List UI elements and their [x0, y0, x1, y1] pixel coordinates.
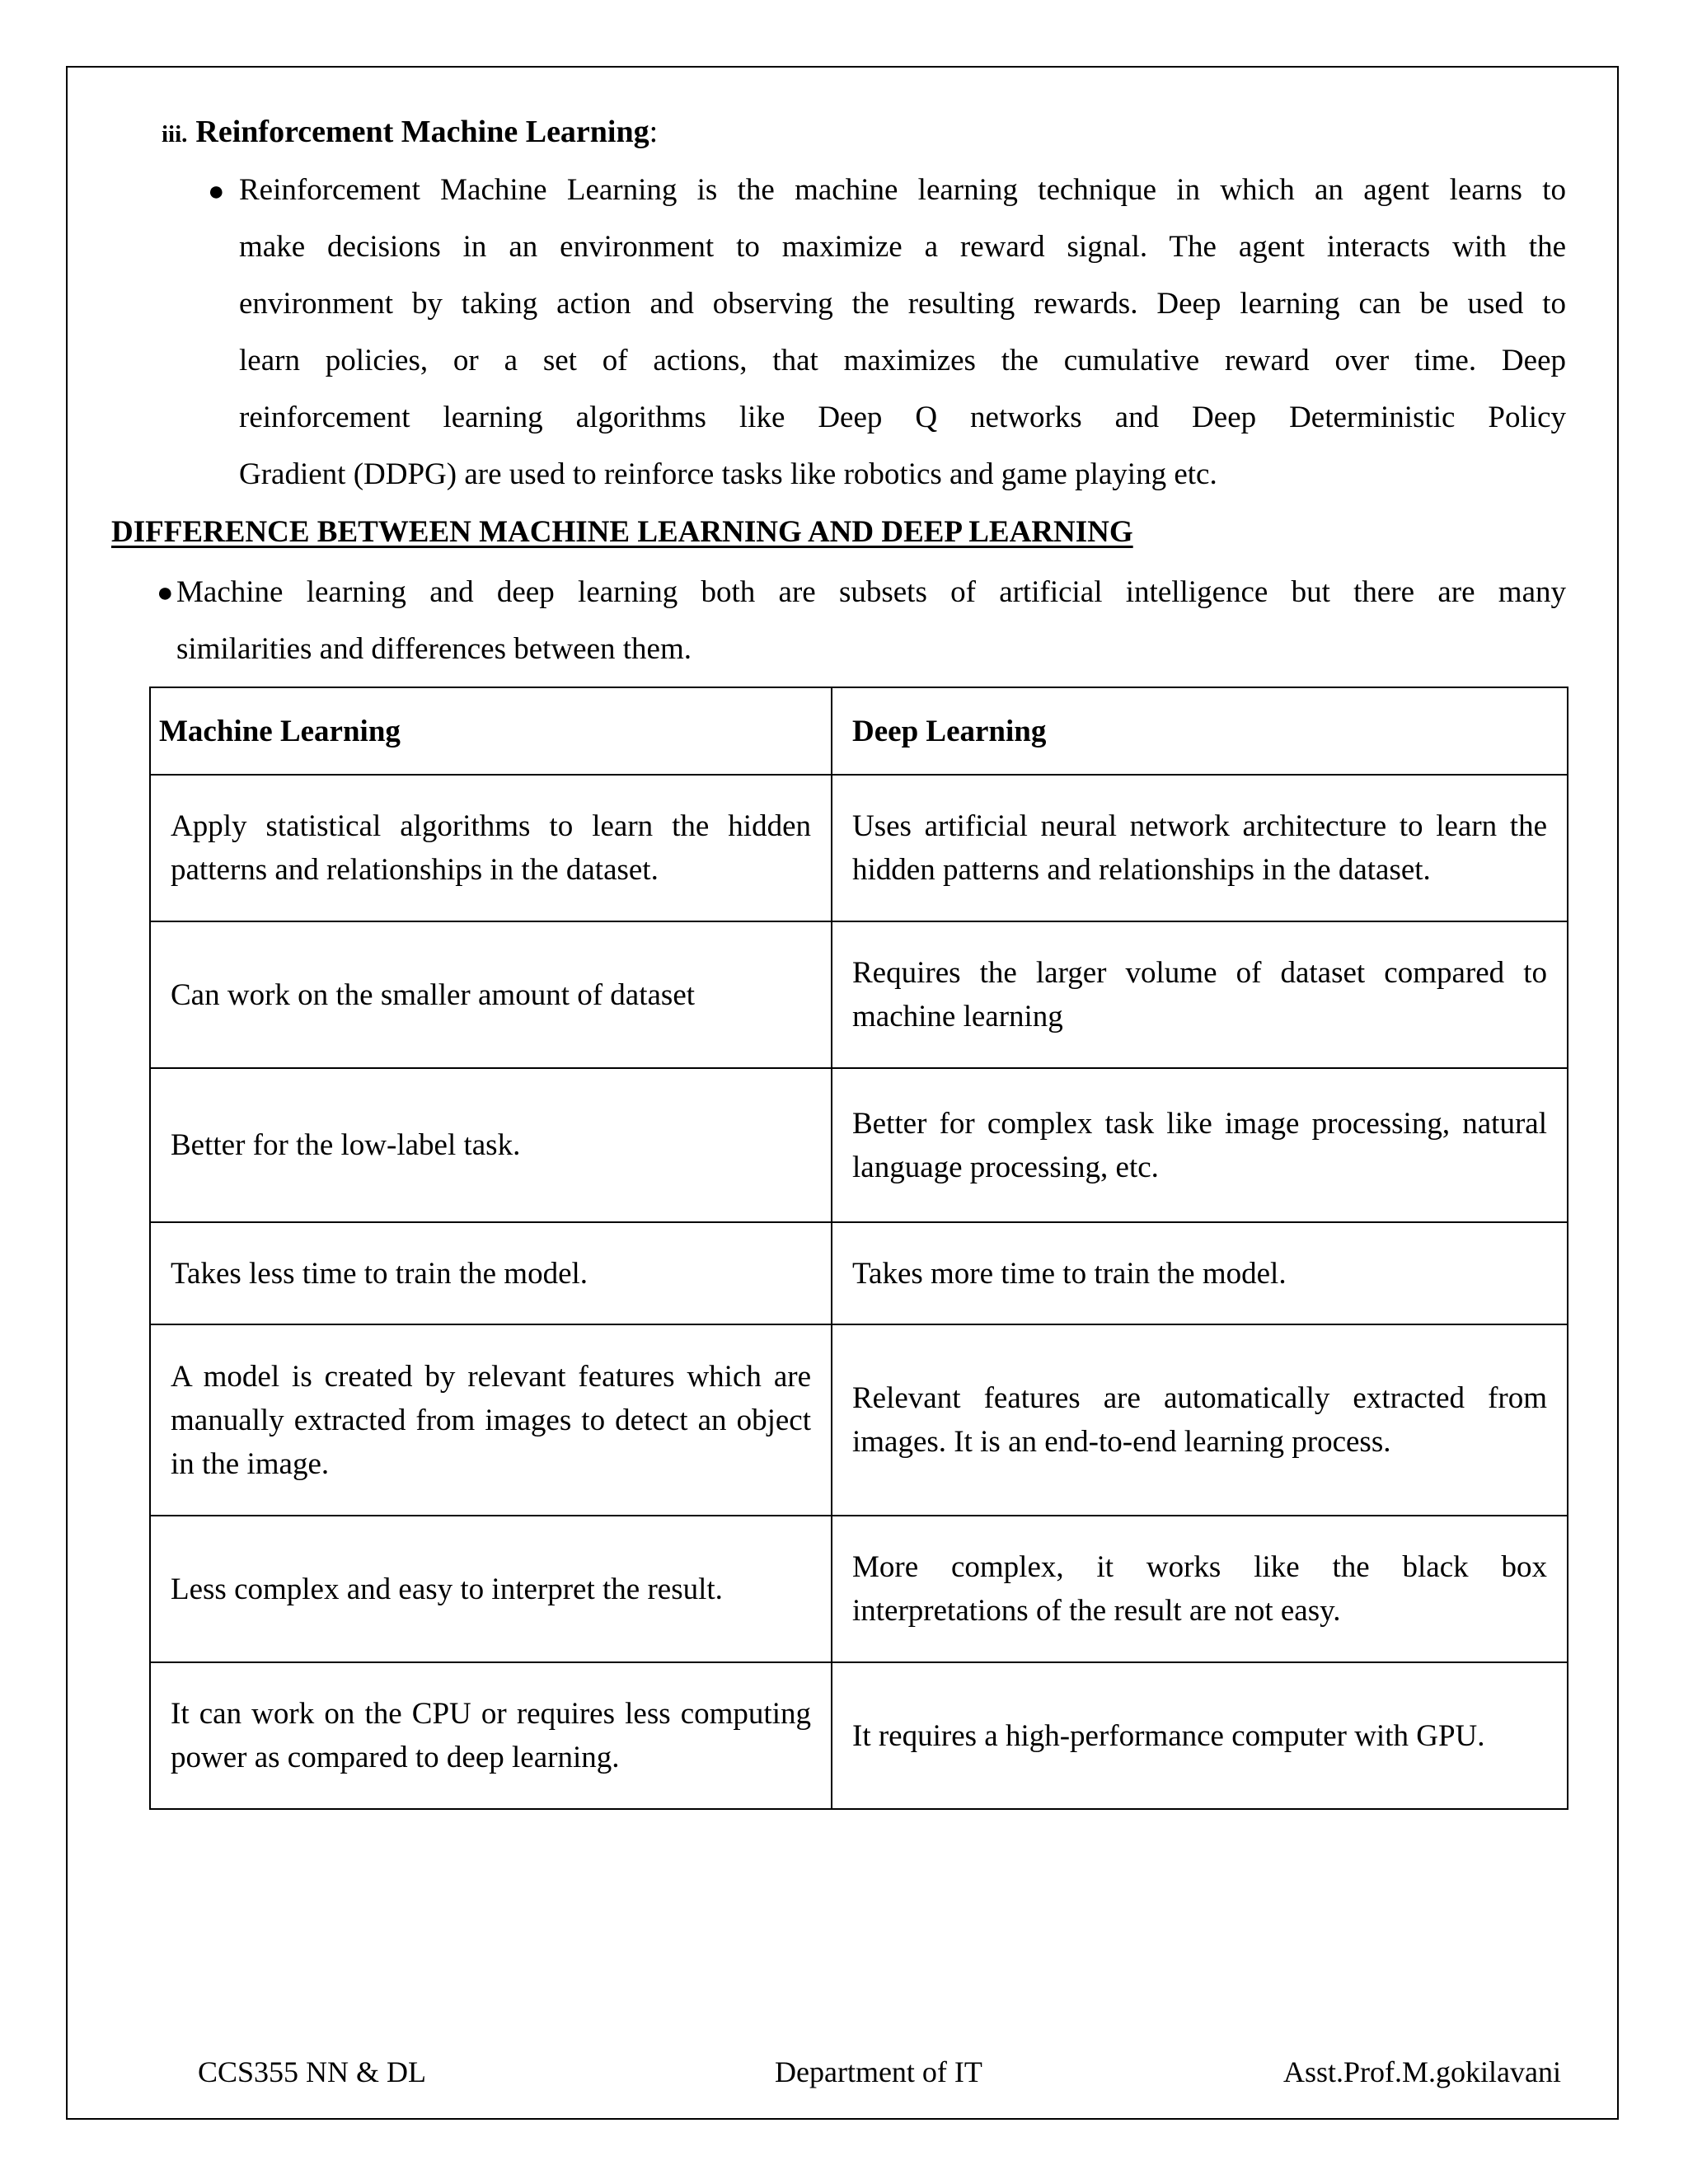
table-cell: Less complex and easy to interpret the result.	[150, 1516, 832, 1662]
table-cell: Better for complex task like image processing, natural language processing, etc.	[832, 1068, 1568, 1222]
paragraph-line: reinforcement learning algorithms like Deep Q networks and Deep Deterministic Policy	[239, 401, 1566, 434]
table-row	[150, 1324, 1568, 1516]
paragraph-line: Reinforcement Machine Learning is the machine learning technique in which an agent learns to	[239, 173, 1566, 207]
main-heading: DIFFERENCE BETWEEN MACHINE LEARNING AND DEEP LEARNING	[111, 515, 1133, 549]
footer-course-code: CCS355 NN & DL	[198, 2055, 427, 2088]
table-row	[150, 1516, 1568, 1662]
bullet-icon: ●	[157, 578, 174, 608]
table-header-cell: Deep Learning	[832, 687, 1568, 775]
table-header-row	[150, 687, 1568, 775]
comparison-table	[149, 687, 1568, 1810]
paragraph-line: make decisions in an environment to maximize a reward signal. The agent interacts with the	[239, 230, 1566, 264]
table-cell: Can work on the smaller amount of dataset	[150, 921, 832, 1068]
paragraph-line: environment by taking action and observing the resulting rewards. Deep learning can be used to	[239, 287, 1566, 321]
table-row	[150, 1662, 1568, 1809]
intro-line: similarities and differences between them.	[176, 632, 692, 666]
table-row	[150, 1222, 1568, 1324]
table-cell: It requires a high-performance computer with GPU.	[832, 1662, 1568, 1809]
intro-line: Machine learning and deep learning both are subsets of artificial intelligence but there are many	[176, 575, 1566, 609]
table-cell: Uses artificial neural network architecture to learn the hidden patterns and relationships in the dataset.	[832, 775, 1568, 921]
section-title: Reinforcement Machine Learning	[195, 115, 649, 149]
table-row	[150, 1068, 1568, 1222]
paragraph-line: Gradient (DDPG) are used to reinforce tasks like robotics and game playing etc.	[239, 457, 1217, 491]
section-paragraph	[239, 168, 1566, 509]
table-cell: Apply statistical algorithms to learn the hidden patterns and relationships in the dataset.	[150, 775, 832, 921]
table-cell: Takes more time to train the model.	[832, 1222, 1568, 1324]
bullet-icon: ●	[208, 176, 225, 207]
table-cell: Requires the larger volume of dataset compared to machine learning	[832, 921, 1568, 1068]
section-heading	[162, 112, 658, 154]
paragraph-line: learn policies, or a set of actions, that maximizes the cumulative reward over time. Deep	[239, 344, 1566, 377]
section-colon: :	[649, 115, 659, 149]
table-cell: Takes less time to train the model.	[150, 1222, 832, 1324]
section-number: iii.	[162, 121, 188, 148]
table-cell: Relevant features are automatically extracted from images. It is an end-to-end learning process.	[832, 1324, 1568, 1516]
table-header-cell: Machine Learning	[150, 687, 832, 775]
table-cell: A model is created by relevant features which are manually extracted from images to detect an object in the image.	[150, 1324, 832, 1516]
table-row	[150, 921, 1568, 1068]
table-row	[150, 775, 1568, 921]
intro-paragraph	[176, 570, 1566, 684]
table-cell: It can work on the CPU or requires less computing power as compared to deep learning.	[150, 1662, 832, 1809]
footer-department: Department of IT	[775, 2055, 982, 2088]
footer-author: Asst.Prof.M.gokilavani	[1283, 2055, 1561, 2088]
table-cell: More complex, it works like the black box interpretations of the result are not easy.	[832, 1516, 1568, 1662]
table-cell: Better for the low-label task.	[150, 1068, 832, 1222]
